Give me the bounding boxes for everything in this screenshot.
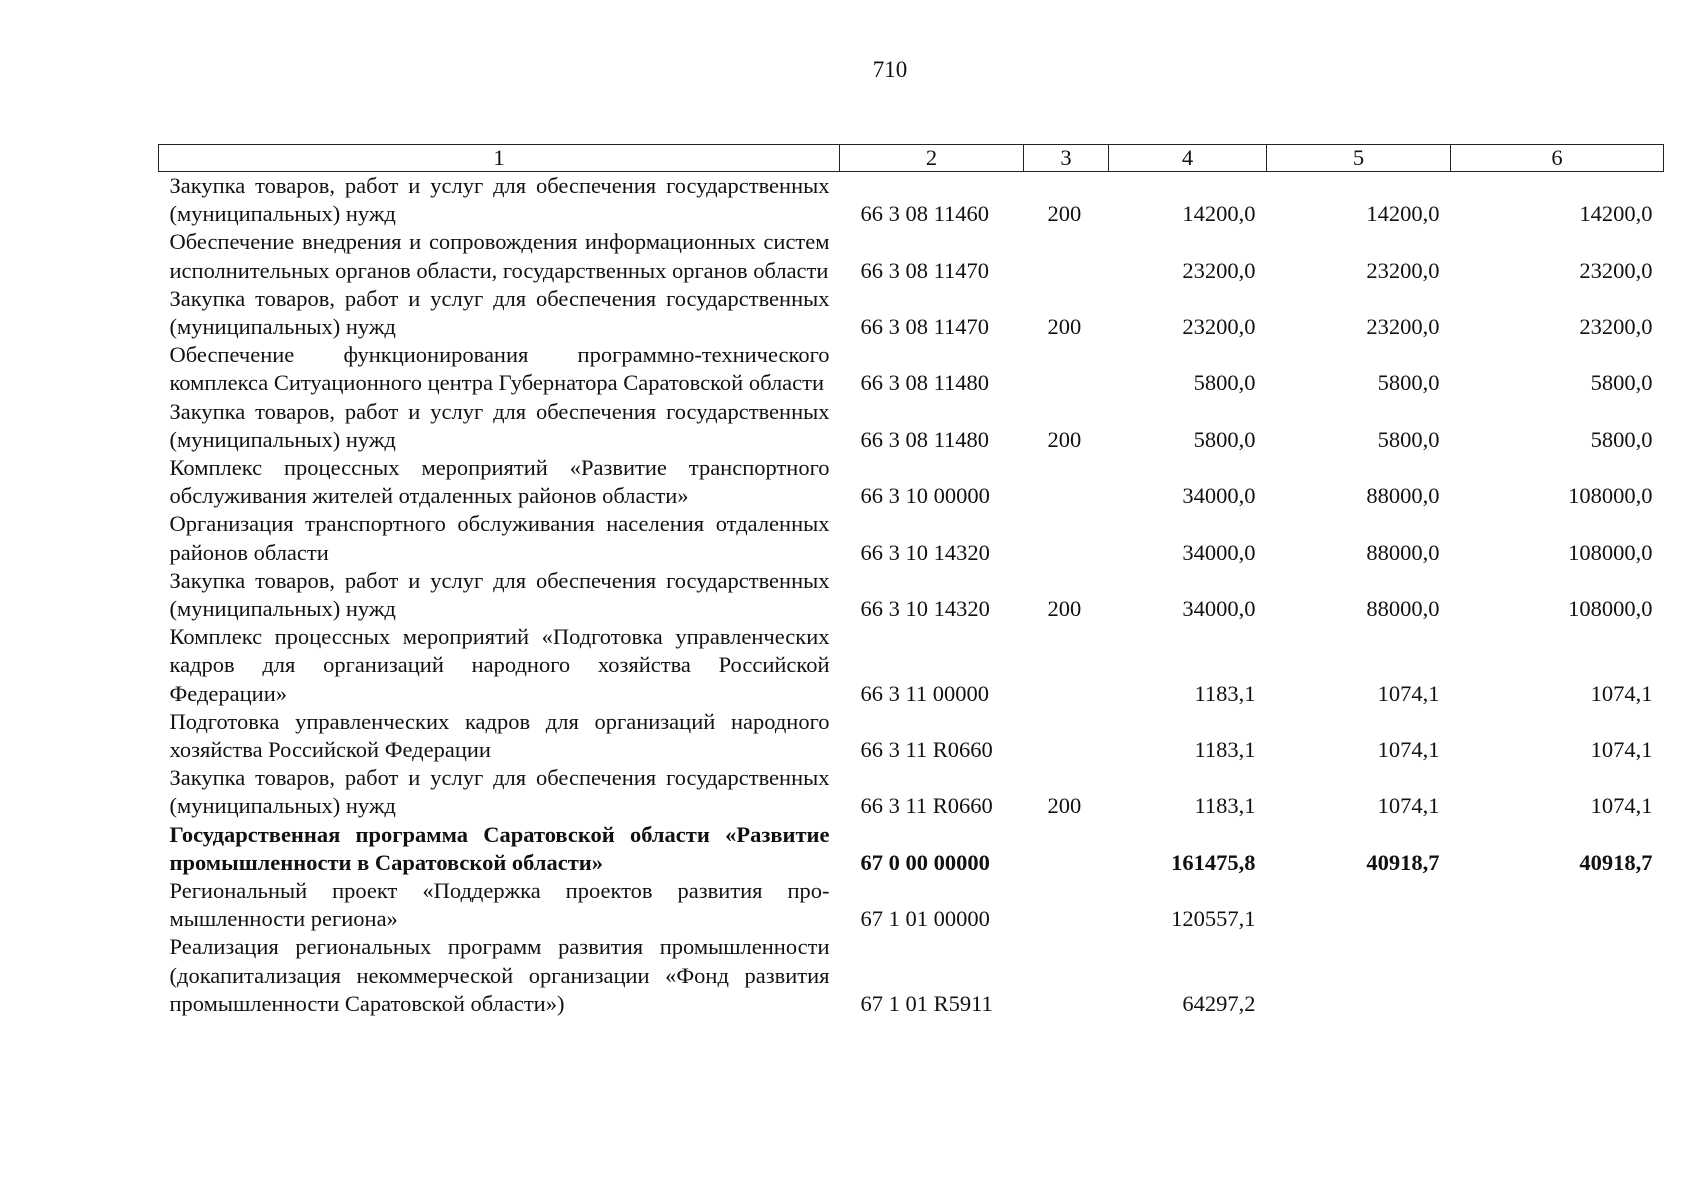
row-value-year-2 bbox=[1267, 933, 1451, 1018]
table-row bbox=[159, 567, 1664, 623]
row-value-year-2: 88000,0 bbox=[1366, 539, 1440, 565]
column-header-3: 3 bbox=[1024, 145, 1109, 172]
table-row bbox=[159, 341, 1664, 397]
row-value-year-3: 1074,1 bbox=[1590, 737, 1653, 763]
row-code: 66 3 08 11460 bbox=[860, 201, 990, 227]
row-value-year-3: 23200,0 bbox=[1579, 257, 1653, 283]
row-value-year-1: 34000,0 bbox=[1182, 596, 1256, 622]
row-value-year-1: 1183,1 bbox=[1194, 680, 1256, 706]
row-name: Закупка товаров, работ и услуг для обеспечения государственных (муниципальных) нужд bbox=[169, 765, 830, 819]
row-name: Государственная программа Саратовской области «Развитие промышленности в Саратовской области» bbox=[169, 821, 830, 875]
column-header-4: 4 bbox=[1109, 145, 1267, 172]
row-value-year-3: 1074,1 bbox=[1590, 680, 1653, 706]
row-value-year-3: 40918,7 bbox=[1579, 849, 1653, 875]
row-value-year-2: 1074,1 bbox=[1377, 680, 1440, 706]
row-expense-type bbox=[1024, 454, 1109, 510]
row-value-year-2: 14200,0 bbox=[1366, 201, 1440, 227]
table-row bbox=[159, 510, 1664, 566]
row-code: 67 0 00 00000 bbox=[860, 849, 990, 875]
row-expense-type: 200 bbox=[1047, 314, 1082, 340]
table-row bbox=[159, 933, 1664, 1018]
row-code: 66 3 08 11480 bbox=[860, 370, 990, 396]
row-code: 66 3 08 11480 bbox=[860, 426, 990, 452]
row-expense-type: 200 bbox=[1047, 426, 1082, 452]
row-value-year-1: 64297,2 bbox=[1182, 990, 1256, 1016]
table-row bbox=[159, 821, 1664, 877]
row-value-year-2: 5800,0 bbox=[1377, 426, 1440, 452]
table-row bbox=[159, 285, 1664, 341]
row-value-year-3: 5800,0 bbox=[1590, 370, 1653, 396]
row-code: 66 3 08 11470 bbox=[860, 314, 990, 340]
row-expense-type: 200 bbox=[1047, 596, 1082, 622]
budget-table bbox=[158, 144, 1664, 1018]
table-row bbox=[159, 764, 1664, 820]
row-expense-type: 200 bbox=[1047, 201, 1082, 227]
row-expense-type bbox=[1024, 708, 1109, 764]
row-name: Подготовка управленческих кадров для организаций народного хозяйства Российской Федерации bbox=[169, 708, 830, 763]
column-header-1: 1 bbox=[159, 145, 840, 172]
row-value-year-1: 161475,8 bbox=[1171, 849, 1256, 875]
row-expense-type bbox=[1024, 228, 1109, 284]
row-value-year-1: 23200,0 bbox=[1182, 257, 1256, 283]
row-name: Организация транспортного обслуживания населения отдаленных районов области bbox=[169, 511, 830, 565]
row-expense-type bbox=[1024, 341, 1109, 397]
row-value-year-2: 23200,0 bbox=[1366, 314, 1440, 340]
row-name: Реализация региональных программ развития промышленности (докапитализация некоммерческой организации «Фонд развития промышленности Саратовской области») bbox=[169, 934, 830, 1016]
table-row bbox=[159, 877, 1664, 933]
row-value-year-3: 5800,0 bbox=[1590, 426, 1653, 452]
row-expense-type bbox=[1024, 933, 1109, 1018]
row-value-year-3: 1074,1 bbox=[1590, 793, 1653, 819]
header-row bbox=[159, 145, 1664, 172]
row-value-year-1: 34000,0 bbox=[1182, 483, 1256, 509]
row-expense-type bbox=[1024, 510, 1109, 566]
row-value-year-1: 1183,1 bbox=[1194, 793, 1256, 819]
row-value-year-2: 23200,0 bbox=[1366, 257, 1440, 283]
table-row bbox=[159, 454, 1664, 510]
row-expense-type bbox=[1024, 821, 1109, 877]
column-header-6: 6 bbox=[1451, 145, 1664, 172]
row-code: 66 3 10 00000 bbox=[860, 483, 990, 509]
row-code: 66 3 11 00000 bbox=[860, 680, 990, 706]
row-value-year-3: 108000,0 bbox=[1568, 483, 1653, 509]
row-value-year-3: 108000,0 bbox=[1568, 596, 1653, 622]
table-row bbox=[159, 398, 1664, 454]
row-value-year-2: 40918,7 bbox=[1366, 849, 1440, 875]
row-code: 67 1 01 R5911 bbox=[860, 990, 993, 1016]
table-body bbox=[159, 172, 1664, 1019]
row-value-year-2: 88000,0 bbox=[1366, 596, 1440, 622]
row-expense-type: 200 bbox=[1047, 793, 1082, 819]
row-value-year-3: 14200,0 bbox=[1579, 201, 1653, 227]
row-code: 66 3 10 14320 bbox=[860, 539, 990, 565]
row-code: 66 3 08 11470 bbox=[860, 257, 990, 283]
row-code: 67 1 01 00000 bbox=[860, 906, 990, 932]
row-value-year-3 bbox=[1451, 933, 1664, 1018]
row-value-year-3 bbox=[1451, 877, 1664, 933]
row-value-year-3: 23200,0 bbox=[1579, 314, 1653, 340]
column-header-2: 2 bbox=[840, 145, 1024, 172]
row-value-year-3: 108000,0 bbox=[1568, 539, 1653, 565]
row-value-year-2: 88000,0 bbox=[1366, 483, 1440, 509]
row-name: Региональный проект «Поддержка проектов развития промышленности региона» bbox=[169, 878, 830, 932]
row-name: Закупка товаров, работ и услуг для обеспечения государственных (муниципальных) нужд bbox=[169, 567, 830, 622]
row-value-year-1: 34000,0 bbox=[1182, 539, 1256, 565]
row-code: 66 3 11 R0660 bbox=[860, 793, 993, 819]
row-name: Комплекс процессных мероприятий «Подготовка управленческих кадров для организаций народного хозяйства Российской Федерации» bbox=[169, 624, 830, 706]
table-row bbox=[159, 172, 1664, 229]
row-code: 66 3 10 14320 bbox=[860, 596, 990, 622]
table-row bbox=[159, 623, 1664, 708]
row-value-year-1: 1183,1 bbox=[1194, 737, 1256, 763]
row-value-year-1: 120557,1 bbox=[1171, 906, 1256, 932]
row-value-year-1: 5800,0 bbox=[1193, 370, 1256, 396]
row-expense-type bbox=[1024, 877, 1109, 933]
row-value-year-1: 14200,0 bbox=[1182, 201, 1256, 227]
row-name: Закупка товаров, работ и услуг для обеспечения государственных (муниципальных) нужд bbox=[169, 173, 830, 227]
row-name: Обеспечение функционирования программно-технического комплекса Ситуационного центра Губернатора Саратовской области bbox=[169, 342, 830, 396]
page-number: 710 bbox=[872, 57, 908, 82]
row-code: 66 3 11 R0660 bbox=[860, 737, 993, 763]
column-header-5: 5 bbox=[1267, 145, 1451, 172]
table-row bbox=[159, 708, 1664, 764]
row-value-year-2: 1074,1 bbox=[1377, 737, 1440, 763]
table-row bbox=[159, 228, 1664, 284]
row-name: Закупка товаров, работ и услуг для обеспечения государственных (муниципальных) нужд bbox=[169, 285, 830, 340]
row-value-year-1: 23200,0 bbox=[1182, 314, 1256, 340]
row-value-year-2: 5800,0 bbox=[1377, 370, 1440, 396]
row-value-year-1: 5800,0 bbox=[1193, 426, 1256, 452]
row-value-year-2 bbox=[1267, 877, 1451, 933]
row-value-year-2: 1074,1 bbox=[1377, 793, 1440, 819]
row-expense-type bbox=[1024, 623, 1109, 708]
row-name: Комплекс процессных мероприятий «Развитие транспортного обслуживания жителей отдаленных районов области» bbox=[169, 455, 830, 509]
row-name: Обеспечение внедрения и сопровождения информационных систем исполнительных органов области, государственных органов области bbox=[169, 229, 830, 283]
row-name: Закупка товаров, работ и услуг для обеспечения государственных (муниципальных) нужд bbox=[169, 398, 830, 452]
